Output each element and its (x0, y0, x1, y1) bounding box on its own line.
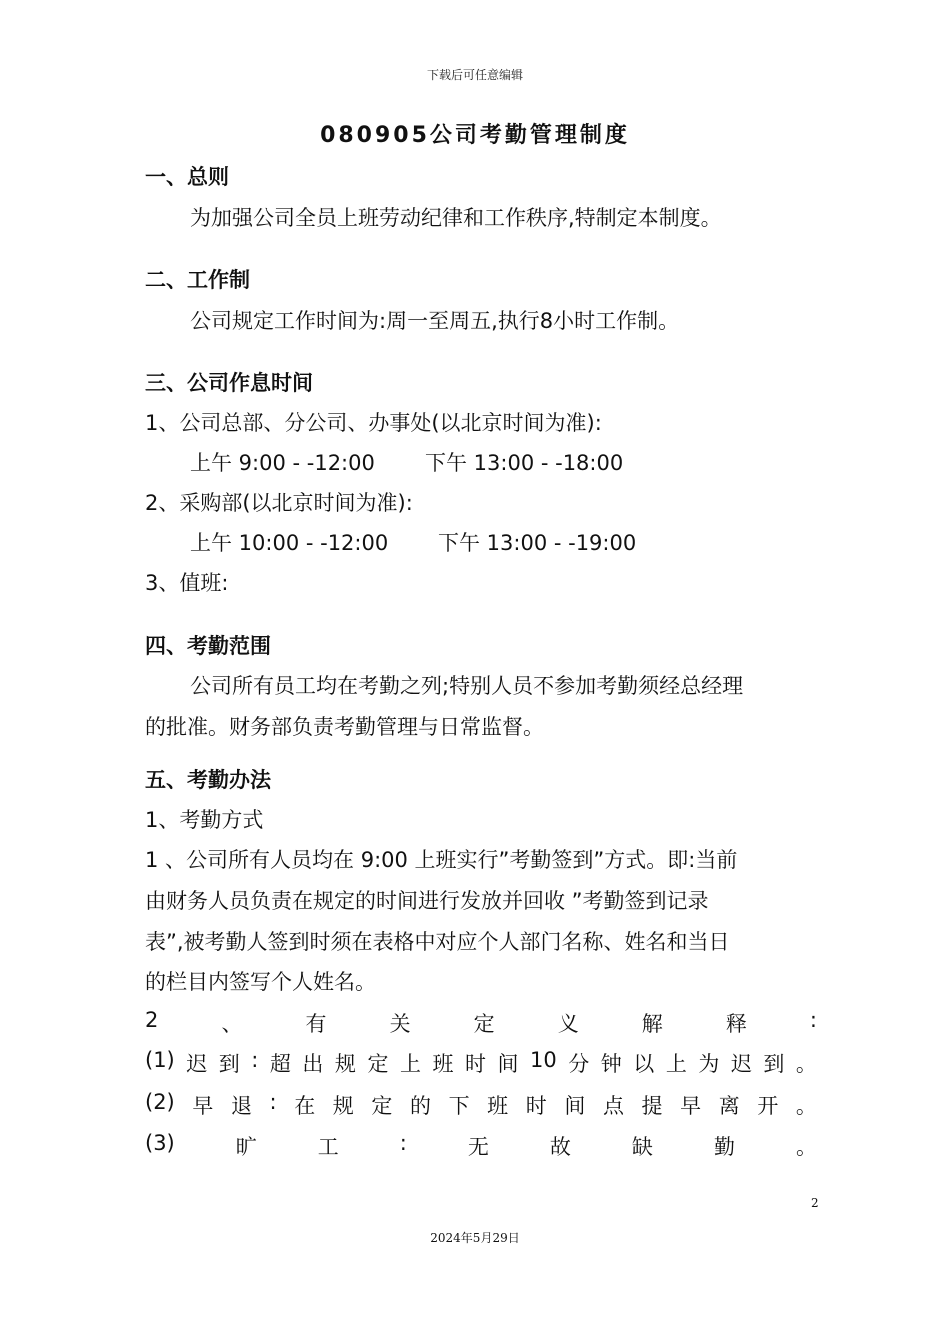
section-3-item-1-pm: 下午 13:00 - -18:00 (425, 451, 624, 475)
justified-char: 班 (487, 1094, 509, 1118)
section-5-para-line-4: 的栏目内签写个人姓名。 (145, 970, 376, 994)
justified-char: 定 (367, 1052, 389, 1076)
justified-char: (3) (145, 1131, 175, 1155)
section-5-sub-1: 1、考勤方式 (145, 808, 264, 832)
justified-char: 规 (332, 1094, 354, 1118)
header-note: 下载后可任意编辑 (426, 68, 523, 82)
definition-3 (145, 1131, 817, 1161)
section-5-para-line-3: 表”,被考勤人签到时须在表格中对应个人部门名称、姓名和当日 (145, 930, 730, 954)
justified-char: 时 (464, 1052, 486, 1076)
justified-char: 无 (467, 1135, 489, 1159)
justified-char: 间 (564, 1094, 586, 1118)
justified-char: 间 (497, 1052, 519, 1076)
justified-char: : (251, 1048, 259, 1072)
justified-char: : (399, 1131, 407, 1155)
justified-char: 以 (633, 1052, 655, 1076)
justified-char: 退 (230, 1094, 252, 1118)
justified-char: 点 (602, 1094, 624, 1118)
justified-char: 下 (448, 1094, 470, 1118)
justified-char: 、 (221, 1012, 243, 1036)
justified-char: 。 (795, 1135, 817, 1159)
justified-char: 为 (698, 1052, 720, 1076)
justified-char: 旷 (235, 1135, 257, 1159)
definition-1 (145, 1048, 817, 1078)
justified-char: 规 (334, 1052, 356, 1076)
section-4-heading: 四、考勤范围 (145, 634, 271, 658)
document-title: 080905公司考勤管理制度 (320, 123, 630, 148)
justified-char: 迟 (730, 1052, 752, 1076)
footer-date: 2024年5月29日 (430, 1231, 520, 1245)
justified-char: 解 (641, 1012, 663, 1036)
section-3-item-2: 2、采购部(以北京时间为准): (145, 491, 413, 515)
justified-char: 超 (269, 1052, 291, 1076)
section-3-item-2-am: 上午 10:00 - -12:00 (190, 531, 389, 555)
justified-char: 分 (568, 1052, 590, 1076)
justified-char: 提 (641, 1094, 663, 1118)
justified-char: 上 (399, 1052, 421, 1076)
justified-char: 。 (795, 1052, 817, 1076)
justified-char: 缺 (631, 1135, 653, 1159)
justified-char: 上 (665, 1052, 687, 1076)
justified-char: : (809, 1008, 817, 1032)
justified-char: 义 (557, 1012, 579, 1036)
justified-char: 定 (473, 1012, 495, 1036)
section-3-item-3: 3、值班: (145, 571, 229, 595)
page-number: 2 (811, 1196, 819, 1210)
section-1-body: 为加强公司全员上班劳动纪律和工作秩序,特制定本制度。 (190, 206, 722, 230)
justified-char: 钟 (600, 1052, 622, 1076)
justified-char: 定 (371, 1094, 393, 1118)
justified-char: 勤 (713, 1135, 735, 1159)
section-3-item-1-am: 上午 9:00 - -12:00 (190, 451, 375, 475)
justified-char: 到 (763, 1052, 785, 1076)
justified-char: 时 (525, 1094, 547, 1118)
section-1-heading: 一、总则 (145, 165, 229, 189)
justified-char: 有 (305, 1012, 327, 1036)
definition-2 (145, 1090, 817, 1120)
section-4-line-1: 公司所有员工均在考勤之列;特别人员不参加考勤须经总经理 (190, 674, 744, 698)
justified-char: 早 (680, 1094, 702, 1118)
justified-char: 离 (718, 1094, 740, 1118)
justified-char: (1) (145, 1048, 175, 1072)
justified-char: 迟 (186, 1052, 208, 1076)
section-3-heading: 三、公司作息时间 (145, 371, 313, 395)
justified-char: 2 (145, 1008, 159, 1032)
justified-char: 故 (549, 1135, 571, 1159)
justified-char: 早 (192, 1094, 214, 1118)
section-5-para-line-2: 由财务人员负责在规定的时间进行发放并回收 ”考勤签到记录 (145, 889, 709, 913)
section-4-line-2: 的批准。财务部负责考勤管理与日常监督。 (145, 715, 544, 739)
justified-char: 班 (432, 1052, 454, 1076)
justified-char: 出 (302, 1052, 324, 1076)
justified-char: 。 (795, 1094, 817, 1118)
justified-char: 释 (725, 1012, 747, 1036)
justified-char: 在 (294, 1094, 316, 1118)
justified-char: 的 (409, 1094, 431, 1118)
justified-char: 10 (530, 1048, 557, 1072)
definitions-heading (145, 1008, 817, 1038)
justified-char: 到 (218, 1052, 240, 1076)
justified-char: 工 (317, 1135, 339, 1159)
justified-char: : (269, 1090, 277, 1114)
section-2-heading: 二、工作制 (145, 268, 250, 292)
justified-char: (2) (145, 1090, 175, 1114)
section-2-body: 公司规定工作时间为:周一至周五,执行8小时工作制。 (190, 309, 680, 333)
section-5-para-line-1: 1 、公司所有人员均在 9:00 上班实行”考勤签到”方式。即:当前 (145, 848, 738, 872)
section-5-heading: 五、考勤办法 (145, 768, 271, 792)
justified-char: 开 (757, 1094, 779, 1118)
section-3-item-2-pm: 下午 13:00 - -19:00 (438, 531, 637, 555)
justified-char: 关 (389, 1012, 411, 1036)
section-3-item-1: 1、公司总部、分公司、办事处(以北京时间为准): (145, 411, 602, 435)
